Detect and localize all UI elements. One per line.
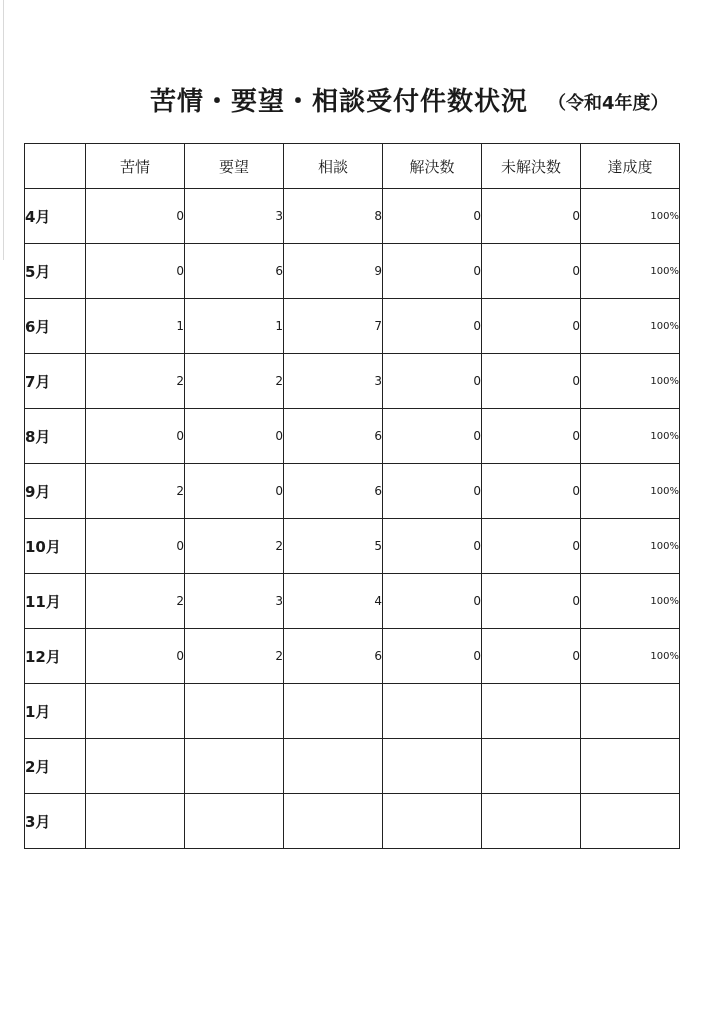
table-row (25, 629, 680, 684)
month-label: 8月 (25, 409, 86, 464)
unresolved-cell: 0 (482, 354, 581, 409)
achievement-cell (581, 739, 680, 794)
complaints-cell (86, 739, 185, 794)
requests-cell: 0 (185, 409, 284, 464)
header-achievement: 達成度 (581, 144, 680, 189)
complaints-cell: 0 (86, 244, 185, 299)
month-label: 3月 (25, 794, 86, 849)
table-header-row (25, 144, 680, 189)
unresolved-cell: 0 (482, 574, 581, 629)
consultations-cell: 4 (284, 574, 383, 629)
unresolved-cell (482, 794, 581, 849)
resolved-cell (383, 794, 482, 849)
table-row (25, 299, 680, 354)
consultations-cell: 8 (284, 189, 383, 244)
month-label: 6月 (25, 299, 86, 354)
scan-edge-line (3, 0, 4, 260)
resolved-cell: 0 (383, 189, 482, 244)
requests-cell: 6 (185, 244, 284, 299)
resolved-cell: 0 (383, 299, 482, 354)
consultations-cell: 6 (284, 409, 383, 464)
consultations-cell (284, 739, 383, 794)
resolved-cell: 0 (383, 244, 482, 299)
achievement-cell: 100% (581, 244, 680, 299)
requests-cell: 1 (185, 299, 284, 354)
requests-cell: 3 (185, 189, 284, 244)
consultations-cell: 3 (284, 354, 383, 409)
requests-cell: 2 (185, 519, 284, 574)
achievement-cell: 100% (581, 629, 680, 684)
consultations-cell (284, 684, 383, 739)
resolved-cell (383, 739, 482, 794)
achievement-cell: 100% (581, 519, 680, 574)
header-requests: 要望 (185, 144, 284, 189)
month-label: 2月 (25, 739, 86, 794)
month-label: 1月 (25, 684, 86, 739)
header-consultations: 相談 (284, 144, 383, 189)
table-row (25, 794, 680, 849)
complaints-cell: 2 (86, 574, 185, 629)
complaints-cell: 0 (86, 409, 185, 464)
requests-cell: 3 (185, 574, 284, 629)
requests-cell: 0 (185, 464, 284, 519)
month-label: 11月 (25, 574, 86, 629)
complaints-cell: 1 (86, 299, 185, 354)
unresolved-cell: 0 (482, 629, 581, 684)
table-row (25, 189, 680, 244)
complaints-cell: 2 (86, 464, 185, 519)
complaints-cell (86, 684, 185, 739)
complaints-cell (86, 794, 185, 849)
resolved-cell: 0 (383, 464, 482, 519)
achievement-cell: 100% (581, 299, 680, 354)
unresolved-cell: 0 (482, 464, 581, 519)
header-unresolved: 未解決数 (482, 144, 581, 189)
complaints-cell: 0 (86, 629, 185, 684)
unresolved-cell: 0 (482, 189, 581, 244)
unresolved-cell (482, 739, 581, 794)
table-row (25, 684, 680, 739)
table-row (25, 574, 680, 629)
consultations-cell: 7 (284, 299, 383, 354)
table-row (25, 519, 680, 574)
table-row (25, 464, 680, 519)
month-label: 5月 (25, 244, 86, 299)
achievement-cell: 100% (581, 574, 680, 629)
resolved-cell: 0 (383, 409, 482, 464)
achievement-cell: 100% (581, 354, 680, 409)
resolved-cell: 0 (383, 354, 482, 409)
table-row (25, 354, 680, 409)
requests-cell (185, 684, 284, 739)
requests-cell: 2 (185, 354, 284, 409)
requests-cell (185, 794, 284, 849)
consultations-cell: 6 (284, 629, 383, 684)
resolved-cell: 0 (383, 629, 482, 684)
table-row (25, 244, 680, 299)
header-corner (25, 144, 86, 189)
resolved-cell: 0 (383, 574, 482, 629)
month-label: 9月 (25, 464, 86, 519)
complaints-cell: 0 (86, 189, 185, 244)
complaints-cell: 2 (86, 354, 185, 409)
fiscal-year-label: （令和4年度） (548, 93, 669, 114)
achievement-cell: 100% (581, 409, 680, 464)
unresolved-cell: 0 (482, 244, 581, 299)
month-label: 4月 (25, 189, 86, 244)
resolved-cell: 0 (383, 519, 482, 574)
unresolved-cell (482, 684, 581, 739)
month-label: 10月 (25, 519, 86, 574)
unresolved-cell: 0 (482, 409, 581, 464)
consultations-cell: 9 (284, 244, 383, 299)
achievement-cell (581, 684, 680, 739)
achievement-cell (581, 794, 680, 849)
consultations-cell (284, 794, 383, 849)
table-row (25, 739, 680, 794)
resolved-cell (383, 684, 482, 739)
month-label: 7月 (25, 354, 86, 409)
header-complaints: 苦情 (86, 144, 185, 189)
achievement-cell: 100% (581, 464, 680, 519)
complaints-cell: 0 (86, 519, 185, 574)
page-title: 苦情・要望・相談受付件数状況 (150, 87, 529, 117)
month-label: 12月 (25, 629, 86, 684)
table-row (25, 409, 680, 464)
consultations-cell: 5 (284, 519, 383, 574)
unresolved-cell: 0 (482, 519, 581, 574)
complaint-stats-table (24, 143, 680, 849)
consultations-cell: 6 (284, 464, 383, 519)
header-resolved: 解決数 (383, 144, 482, 189)
requests-cell: 2 (185, 629, 284, 684)
achievement-cell: 100% (581, 189, 680, 244)
unresolved-cell: 0 (482, 299, 581, 354)
requests-cell (185, 739, 284, 794)
